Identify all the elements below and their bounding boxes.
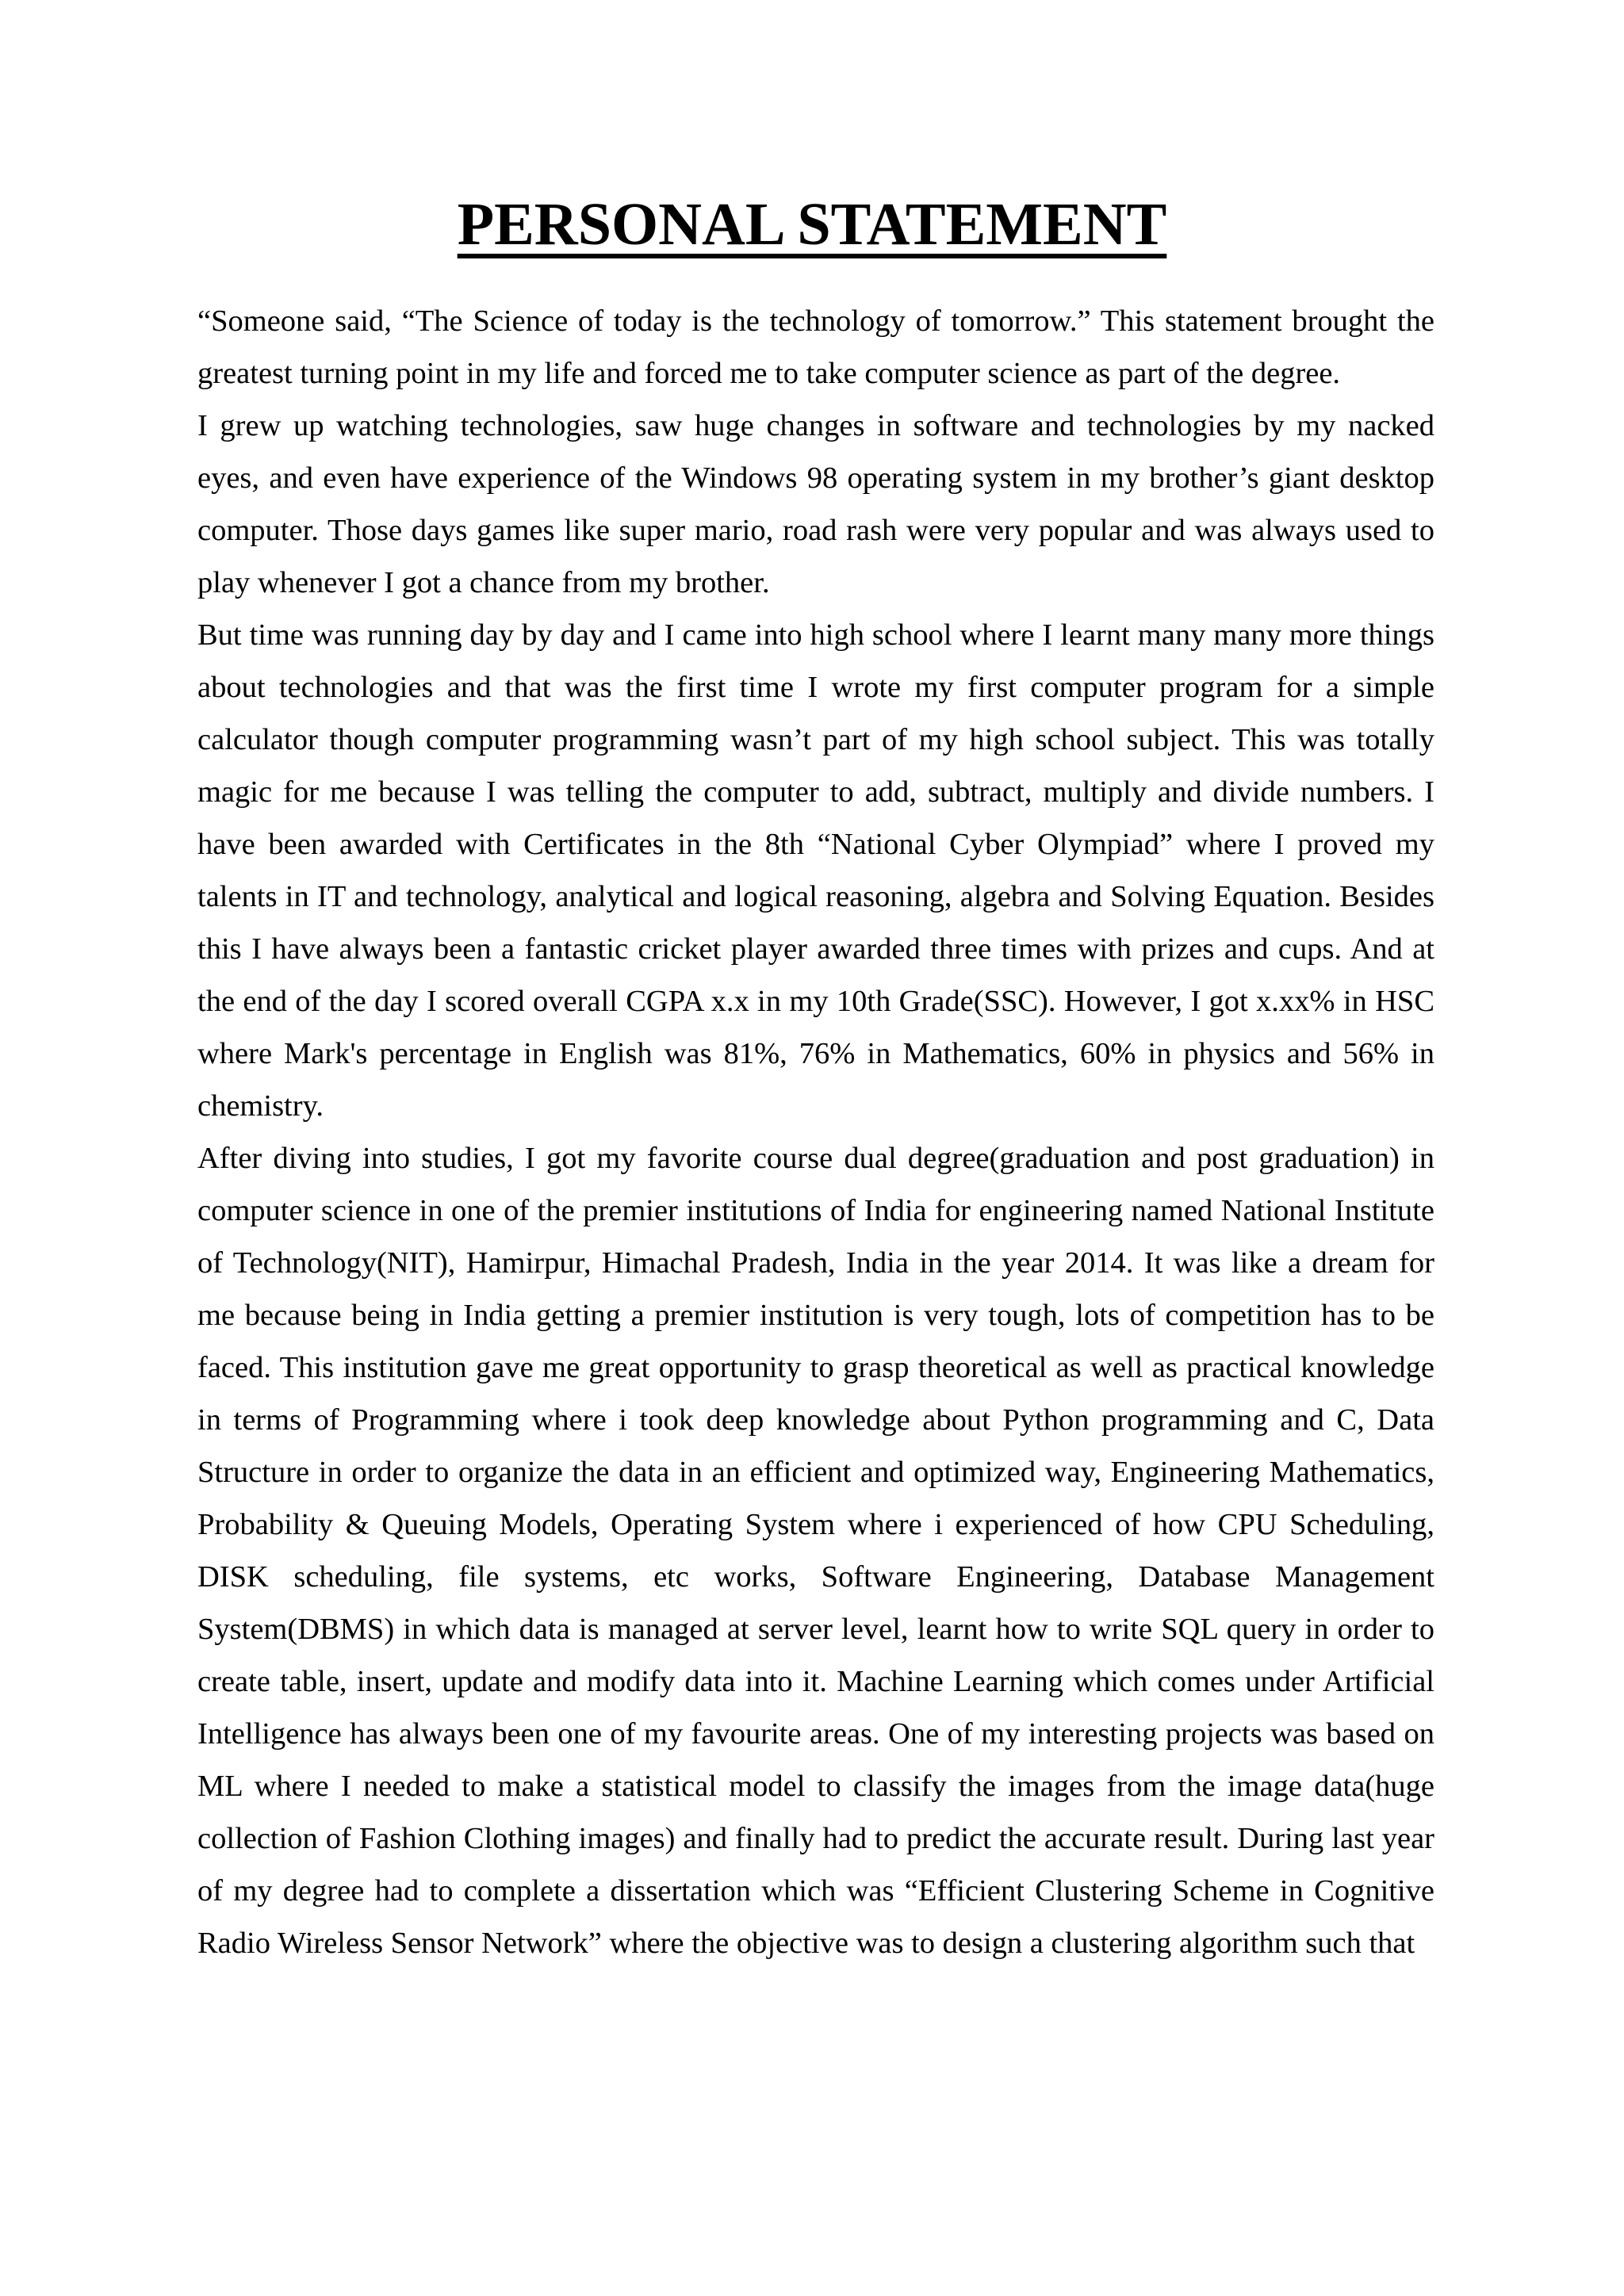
statement-body xyxy=(197,295,1434,1969)
paragraph-3: But time was running day by day and I came into high school where I learnt many many more things about technologies and that was the first time I wrote my first computer program for a simple calculator though computer programming wasn’t part of my high school subject. This was totally magic for me because I was telling the computer to add, subtract, multiply and divide numbers. I have been awarded with Certificates in the 8th “National Cyber Olympiad” where I proved my talents in IT and technology, analytical and logical reasoning, algebra and Solving Equation. Besides this I have always been a fantastic cricket player awarded three times with prizes and cups. And at the end of the day I scored overall CGPA x.x in my 10th Grade(SSC). However, I got x.xx% in HSC where Mark's percentage in English was 81%, 76% in Mathematics, 60% in physics and 56% in chemistry. xyxy=(197,618,1434,1123)
paragraph-4: After diving into studies, I got my favorite course dual degree(graduation and post graduation) in computer science in one of the premier institutions of India for engineering named National Institute of Technology(NIT), Hamirpur, Himachal Pradesh, India in the year 2014. It was like a dream for me because being in India getting a premier institution is very tough, lots of competition has to be faced. This institution gave me great opportunity to grasp theoretical as well as practical knowledge in terms of Programming where i took deep knowledge about Python programming and C, Data Structure in order to organize the data in an efficient and optimized way, Engineering Mathematics, Probability & Queuing Models, Operating System where i experienced of how CPU Scheduling, DISK scheduling, file systems, etc works, Software Engineering, Database Management System(DBMS) in which data is managed at server level, learnt how to write SQL query in order to create table, insert, update and modify data into it. Machine Learning which comes under Artificial Intelligence has always been one of my favourite areas. One of my interesting projects was based on ML where I needed to make a statistical model to classify the images from the image data(huge collection of Fashion Clothing images) and finally had to predict the accurate result. During last year of my degree had to complete a dissertation which was “Efficient Clustering Scheme in Cognitive Radio Wireless Sensor Network” where the objective was to design a clustering algorithm such that xyxy=(197,1142,1434,1960)
page-title xyxy=(0,192,1624,258)
paragraph-2: I grew up watching technologies, saw huge changes in software and technologies by my nacked eyes, and even have experience of the Windows 98 operating system in my brother’s giant desktop computer. Those days games like super mario, road rash were very popular and was always used to play whenever I got a chance from my brother. xyxy=(197,409,1434,599)
paragraph-1: “Someone said, “The Science of today is the technology of tomorrow.” This statement brought the greatest turning point in my life and forced me to take computer science as part of the degree. xyxy=(197,304,1434,390)
title-text: PERSONAL STATEMENT xyxy=(457,191,1167,258)
